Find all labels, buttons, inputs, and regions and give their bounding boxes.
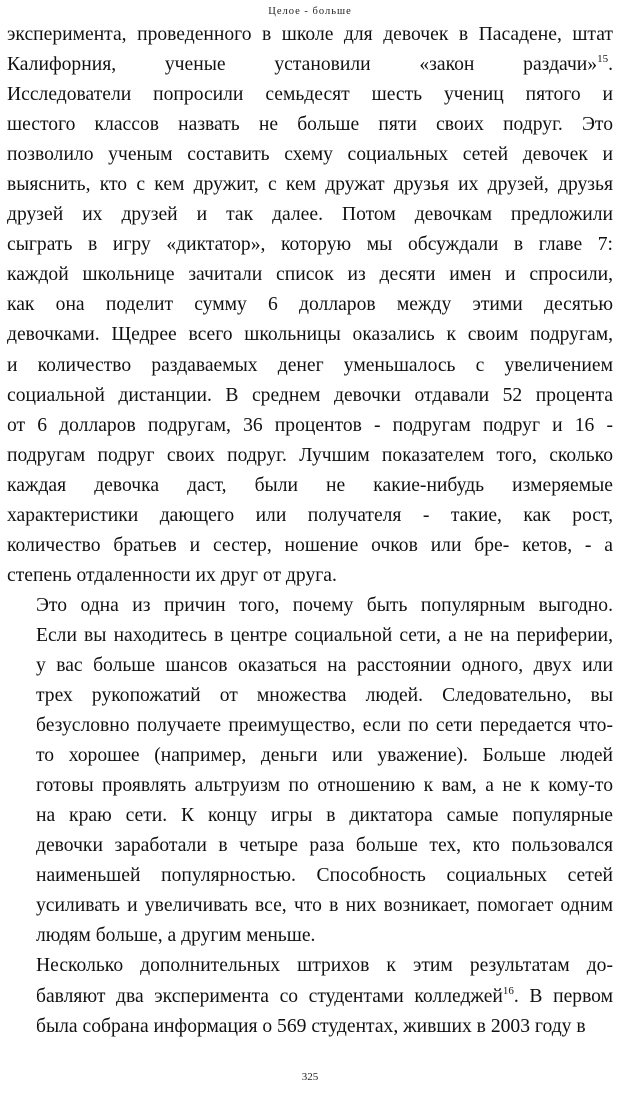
- paragraph: [7, 951, 613, 1041]
- text-segment: бавляют два эксперимента со студентами колледжей: [36, 985, 503, 1007]
- paragraph: [7, 591, 613, 952]
- text-line: [7, 831, 613, 861]
- text-line: [7, 351, 613, 381]
- text-line: [7, 621, 613, 651]
- text-segment: готовы проявлять альтруизм по отношению к вам, а не к кому-то: [36, 775, 613, 797]
- text-segment: людям больше, а другим меньше.: [36, 925, 316, 947]
- text-segment: у вас больше шансов оказаться на расстоянии одного, двух или: [36, 654, 613, 676]
- body-text: [7, 20, 613, 1042]
- text-line: [7, 471, 613, 501]
- text-line: [7, 170, 613, 200]
- text-segment: трех рукопожатий от множества людей. Следовательно, вы: [36, 685, 613, 707]
- text-segment: .: [608, 54, 613, 76]
- text-line: [7, 651, 613, 681]
- text-segment: наименьшей популярностью. Способность социальных сетей: [36, 865, 613, 887]
- text-segment: Исследователи попросили семьдесят шесть учениц пятого и: [7, 84, 613, 106]
- footnote-marker: 15: [597, 53, 609, 66]
- text-line: [7, 20, 613, 50]
- text-line: [7, 891, 613, 921]
- text-line: [7, 741, 613, 771]
- text-segment: девочки заработали в четыре раза больше тех, кто пользовался: [36, 835, 613, 857]
- text-segment: от 6 долларов подругам, 36 процентов - подругам подруг и 16 -: [7, 414, 613, 436]
- text-segment: подругам подруг своих подруг. Лучшим показателем того, сколько: [7, 444, 613, 466]
- text-line: [7, 861, 613, 891]
- text-segment: безусловно получаете преимущество, если по сети передается что-: [36, 715, 613, 737]
- text-segment: каждая девочка даст, были не какие-нибудь измеряемые: [7, 474, 613, 496]
- text-line: [7, 50, 613, 80]
- footnote-marker: 16: [502, 984, 514, 997]
- running-head: Целое - больше: [268, 6, 352, 17]
- text-line: [7, 921, 613, 951]
- text-line: [7, 711, 613, 741]
- text-segment: социальной дистанции. В среднем девочки отдавали 52 процента: [7, 384, 613, 406]
- page-number: 325: [301, 1071, 319, 1083]
- text-segment: каждой школьнице зачитали список из десяти имен и спросили,: [7, 264, 613, 286]
- text-line: [7, 110, 613, 140]
- text-line: [7, 1012, 613, 1042]
- text-segment: девочками. Щедрее всего школьницы оказались к своим подругам,: [7, 324, 613, 346]
- text-segment: степень отдаленности их друг от друга.: [7, 564, 337, 586]
- text-line: [7, 501, 613, 531]
- text-line: [7, 230, 613, 260]
- text-line: [7, 411, 613, 441]
- text-line: [7, 681, 613, 711]
- text-line: [7, 561, 613, 591]
- text-segment: Это одна из причин того, почему быть популярным выгодно.: [36, 594, 613, 616]
- text-segment: количество братьев и сестер, ношение очков или бре- кетов, - а: [7, 534, 613, 556]
- text-segment: шестого классов назвать не больше пяти своих подруг. Это: [7, 114, 613, 136]
- text-line: [7, 140, 613, 170]
- text-segment: Калифорния, ученые установили «закон раздачи»: [7, 54, 598, 76]
- text-segment: Несколько дополнительных штрихов к этим результатам до-: [36, 955, 613, 977]
- text-line: [7, 381, 613, 411]
- text-line: [7, 771, 613, 801]
- text-segment: Если вы находитесь в центре социальной сети, а не на периферии,: [36, 624, 613, 646]
- text-line: [7, 320, 613, 350]
- text-segment: эксперимента, проведенного в школе для девочек в Пасадене, штат: [7, 24, 613, 45]
- text-segment: на краю сети. К концу игры в диктатора самые популярные: [36, 805, 613, 827]
- text-line: [7, 951, 613, 981]
- text-segment: как она поделит сумму 6 долларов между этими десятью: [7, 294, 613, 316]
- text-segment: то хорошее (например, деньги или уважение). Больше людей: [36, 745, 613, 767]
- text-segment: друзей их друзей и так далее. Потом девочкам предложили: [7, 204, 613, 226]
- text-segment: характеристики дающего или получателя - такие, как рост,: [7, 504, 613, 526]
- text-segment: была собрана информация о 569 студентах, живших в 2003 году в: [36, 1015, 586, 1037]
- text-line: [7, 290, 613, 320]
- text-line: [7, 80, 613, 110]
- text-line: [7, 591, 613, 621]
- text-line: [7, 200, 613, 230]
- paragraph: [7, 20, 613, 591]
- text-segment: и количество раздаваемых денег уменьшалось с увеличением: [7, 354, 613, 376]
- text-line: [7, 531, 613, 561]
- text-segment: . В первом: [513, 985, 614, 1007]
- text-line: [7, 441, 613, 471]
- text-line: [7, 982, 613, 1012]
- text-segment: позволило ученым составить схему социальных сетей девочек и: [7, 144, 613, 166]
- text-segment: усиливать и увеличивать все, что в них возникает, помогает одним: [36, 895, 613, 917]
- text-segment: сыграть в игру «диктатор», которую мы обсуждали в главе 7:: [7, 234, 613, 256]
- text-line: [7, 801, 613, 831]
- text-line: [7, 260, 613, 290]
- text-segment: выяснить, кто с кем дружит, с кем дружат друзья их друзей, друзья: [7, 174, 613, 196]
